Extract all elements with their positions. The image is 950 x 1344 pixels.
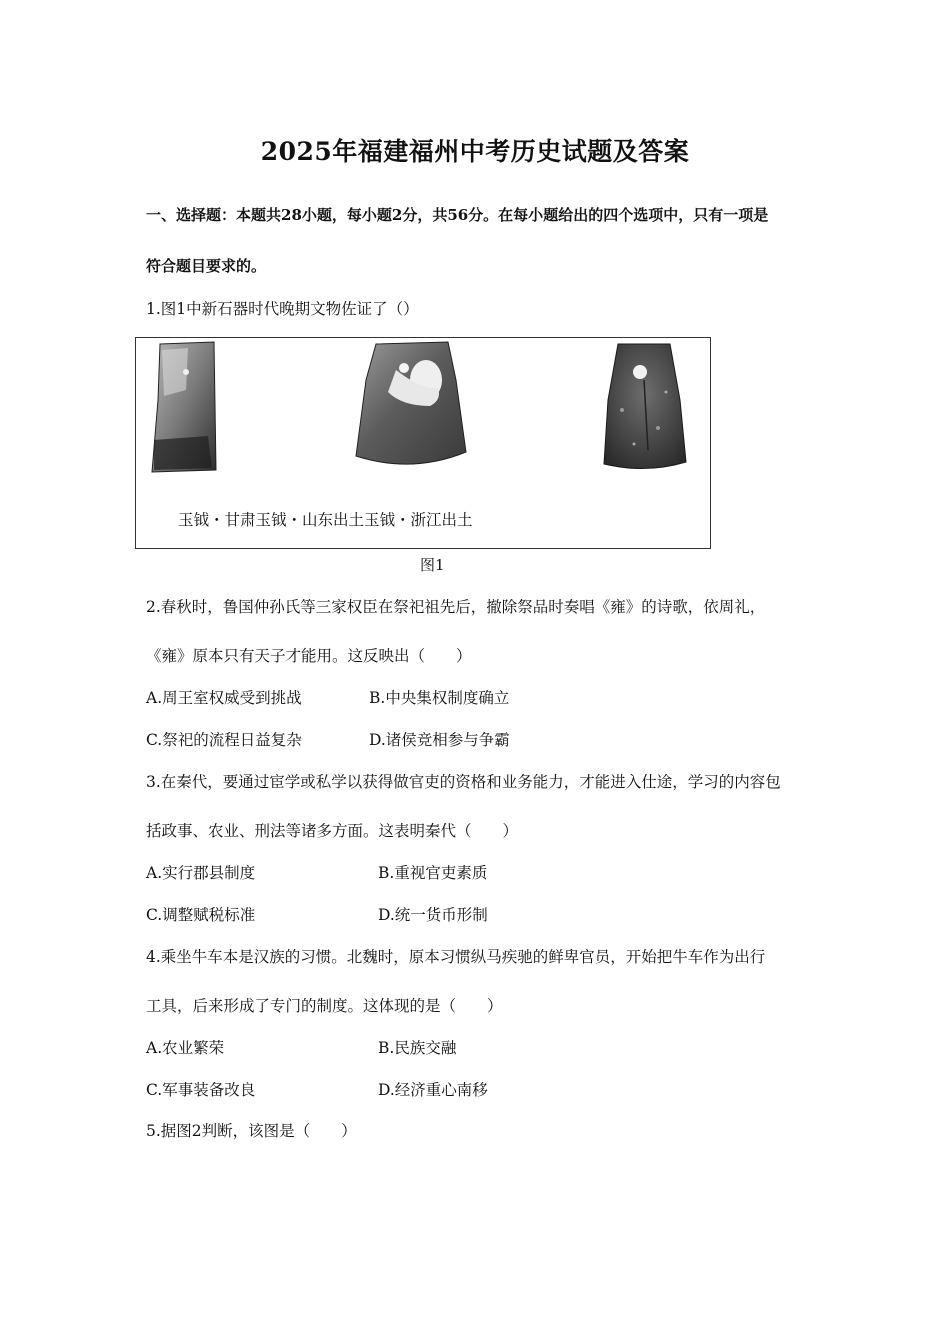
question-3-option-c: C.调整赋税标准 bbox=[146, 906, 256, 924]
question-4-option-c: C.军事装备改良 bbox=[146, 1081, 256, 1099]
question-4-option-b: B.民族交融 bbox=[378, 1039, 457, 1057]
question-3-option-b: B.重视官吏素质 bbox=[378, 864, 488, 882]
question-2-option-c: C.祭祀的流程日益复杂 bbox=[146, 731, 302, 749]
question-2-option-d: D.诸侯竞相参与争霸 bbox=[369, 731, 510, 749]
jade-axe-gansu-image bbox=[148, 340, 220, 475]
jade-axe-zhejiang-image bbox=[600, 340, 690, 472]
figure-1-label: 图1 bbox=[420, 556, 445, 574]
question-2-option-a: A.周王室权威受到挑战 bbox=[146, 689, 302, 707]
section-heading-line1: 一、选择题：本题共28小题，每小题2分，共56分。在每小题给出的四个选项中，只有一项是 bbox=[146, 206, 769, 224]
question-2-stem-line2: 《雍》原本只有天子才能用。这反映出（ ） bbox=[146, 647, 472, 665]
section-heading-line2: 符合题目要求的。 bbox=[146, 257, 267, 275]
question-4-option-d: D.经济重心南移 bbox=[378, 1081, 488, 1099]
question-4-stem-line1: 4.乘坐牛车本是汉族的习惯。北魏时，原本习惯纵马疾驰的鲜卑官员，开始把牛车作为出行 bbox=[146, 948, 766, 966]
page-title: 2025年福建福州中考历史试题及答案 bbox=[260, 137, 690, 166]
figure-1-caption: 玉钺・甘肃玉钺・山东出土玉钺・浙江出土 bbox=[178, 511, 473, 529]
question-4-stem-line2: 工具，后来形成了专门的制度。这体现的是（ ） bbox=[146, 997, 503, 1015]
question-4-option-a: A.农业繁荣 bbox=[146, 1039, 225, 1057]
question-2-option-b: B.中央集权制度确立 bbox=[369, 689, 510, 707]
question-3-option-d: D.统一货币形制 bbox=[378, 906, 488, 924]
question-2-stem-line1: 2.春秋时，鲁国仲孙氏等三家权臣在祭祀祖先后，撤除祭品时奏唱《雍》的诗歌，依周礼， bbox=[146, 598, 766, 616]
question-3-stem-line1: 3.在秦代，要通过宦学或私学以获得做官吏的资格和业务能力，才能进入仕途，学习的内容包 bbox=[146, 773, 781, 791]
question-3-stem-line2: 括政事、农业、刑法等诸多方面。这表明秦代（ ） bbox=[146, 822, 519, 840]
question-1-stem: 1.图1中新石器时代晚期文物佐证了（） bbox=[146, 300, 419, 318]
jade-axe-shandong-image bbox=[352, 340, 470, 472]
question-5-stem: 5.据图2判断，该图是（ ） bbox=[146, 1122, 357, 1140]
question-3-option-a: A.实行郡县制度 bbox=[146, 864, 256, 882]
